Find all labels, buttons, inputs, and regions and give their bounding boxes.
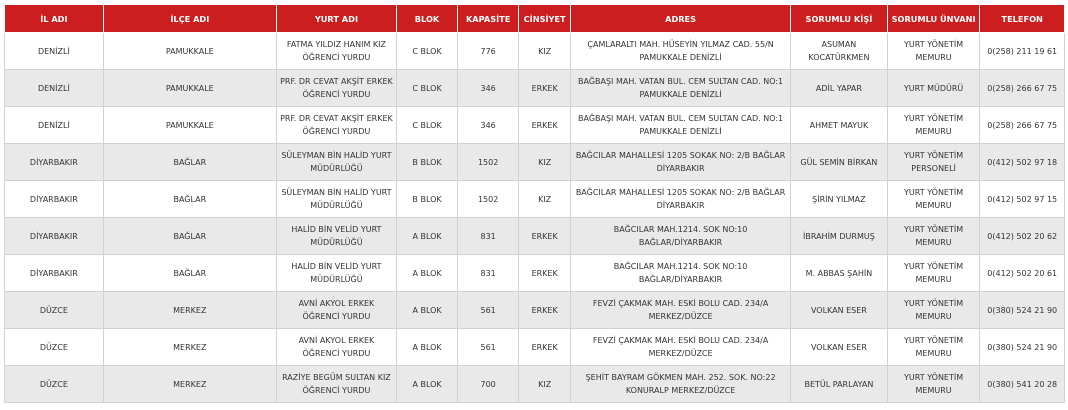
column-header-sorumlu-kisi: SORUMLU KİŞİ	[791, 5, 888, 33]
cell-ilce-adi: MERKEZ	[103, 292, 276, 329]
cell-yurt-adi: HALİD BİN VELİD YURT MÜDÜRLÜĞÜ	[276, 218, 396, 255]
cell-sorumlu-unvani: YURT MÜDÜRÜ	[887, 70, 980, 107]
cell-sorumlu-unvani: YURT YÖNETİM MEMURU	[887, 255, 980, 292]
cell-yurt-adi: FATMA YILDIZ HANIM KIZ ÖĞRENCİ YURDU	[276, 33, 396, 70]
cell-sorumlu-unvani: YURT YÖNETİM MEMURU	[887, 292, 980, 329]
cell-telefon: 0(258) 266 67 75	[980, 107, 1065, 144]
cell-sorumlu-unvani: YURT YÖNETİM MEMURU	[887, 107, 980, 144]
cell-yurt-adi: SÜLEYMAN BİN HALİD YURT MÜDÜRLÜĞÜ	[276, 144, 396, 181]
table-row	[5, 218, 1065, 255]
cell-blok: A BLOK	[397, 255, 458, 292]
cell-cinsiyet: KIZ	[519, 33, 571, 70]
cell-ilce-adi: BAĞLAR	[103, 255, 276, 292]
cell-sorumlu-unvani: YURT YÖNETİM MEMURU	[887, 366, 980, 403]
column-header-sorumlu-unvani: SORUMLU ÜNVANI	[887, 5, 980, 33]
cell-adres: ŞEHİT BAYRAM GÖKMEN MAH. 252. SOK. NO:22 KONURALP MERKEZ/DÜZCE	[571, 366, 791, 403]
cell-cinsiyet: KIZ	[519, 144, 571, 181]
cell-ilce-adi: BAĞLAR	[103, 144, 276, 181]
cell-il-adi: DİYARBAKIR	[5, 144, 104, 181]
cell-sorumlu-kisi: AHMET MAYUK	[791, 107, 888, 144]
cell-il-adi: DENİZLİ	[5, 107, 104, 144]
cell-kapasite: 346	[458, 70, 519, 107]
column-header-kapasite: KAPASİTE	[458, 5, 519, 33]
cell-kapasite: 561	[458, 329, 519, 366]
cell-il-adi: DÜZCE	[5, 366, 104, 403]
cell-cinsiyet: ERKEK	[519, 292, 571, 329]
cell-blok: C BLOK	[397, 70, 458, 107]
cell-ilce-adi: PAMUKKALE	[103, 33, 276, 70]
cell-yurt-adi: AVNİ AKYOL ERKEK ÖĞRENCİ YURDU	[276, 329, 396, 366]
cell-il-adi: DÜZCE	[5, 292, 104, 329]
cell-sorumlu-kisi: ASUMAN KOCATÜRKMEN	[791, 33, 888, 70]
cell-cinsiyet: ERKEK	[519, 255, 571, 292]
cell-cinsiyet: KIZ	[519, 181, 571, 218]
cell-yurt-adi: RAZİYE BEGÜM SULTAN KIZ ÖĞRENCİ YURDU	[276, 366, 396, 403]
cell-kapasite: 1502	[458, 144, 519, 181]
table-row	[5, 144, 1065, 181]
cell-cinsiyet: ERKEK	[519, 218, 571, 255]
cell-blok: A BLOK	[397, 329, 458, 366]
cell-adres: BAĞBAŞI MAH. VATAN BUL. CEM SULTAN CAD. NO:1 PAMUKKALE DENİZLİ	[571, 70, 791, 107]
table-row	[5, 181, 1065, 218]
cell-sorumlu-kisi: ADİL YAPAR	[791, 70, 888, 107]
cell-ilce-adi: BAĞLAR	[103, 181, 276, 218]
cell-telefon: 0(412) 502 97 15	[980, 181, 1065, 218]
cell-sorumlu-kisi: VOLKAN ESER	[791, 329, 888, 366]
dormitory-table	[4, 4, 1065, 403]
cell-cinsiyet: ERKEK	[519, 329, 571, 366]
cell-ilce-adi: MERKEZ	[103, 329, 276, 366]
column-header-ilce-adi: İLÇE ADI	[103, 5, 276, 33]
cell-yurt-adi: HALİD BİN VELİD YURT MÜDÜRLÜĞÜ	[276, 255, 396, 292]
cell-blok: A BLOK	[397, 218, 458, 255]
cell-adres: BAĞCILAR MAHALLESİ 1205 SOKAK NO: 2/B BAĞLAR DİYARBAKIR	[571, 144, 791, 181]
cell-il-adi: DÜZCE	[5, 329, 104, 366]
cell-il-adi: DENİZLİ	[5, 70, 104, 107]
cell-blok: B BLOK	[397, 181, 458, 218]
cell-sorumlu-kisi: BETÜL PARLAYAN	[791, 366, 888, 403]
cell-adres: BAĞCILAR MAH.1214. SOK NO:10 BAĞLAR/DİYARBAKIR	[571, 218, 791, 255]
table-row	[5, 366, 1065, 403]
cell-sorumlu-kisi: ŞİRİN YILMAZ	[791, 181, 888, 218]
cell-adres: BAĞCILAR MAH.1214. SOK NO:10 BAĞLAR/DİYARBAKIR	[571, 255, 791, 292]
cell-telefon: 0(412) 502 20 61	[980, 255, 1065, 292]
cell-kapasite: 1502	[458, 181, 519, 218]
cell-il-adi: DİYARBAKIR	[5, 218, 104, 255]
cell-cinsiyet: ERKEK	[519, 107, 571, 144]
cell-sorumlu-kisi: M. ABBAS ŞAHİN	[791, 255, 888, 292]
cell-telefon: 0(412) 502 97 18	[980, 144, 1065, 181]
cell-adres: ÇAMLARALTI MAH. HÜSEYİN YILMAZ CAD. 55/N PAMUKKALE DENİZLİ	[571, 33, 791, 70]
cell-yurt-adi: SÜLEYMAN BİN HALİD YURT MÜDÜRLÜĞÜ	[276, 181, 396, 218]
table-row	[5, 70, 1065, 107]
cell-cinsiyet: ERKEK	[519, 70, 571, 107]
table-row	[5, 255, 1065, 292]
cell-sorumlu-kisi: VOLKAN ESER	[791, 292, 888, 329]
cell-ilce-adi: MERKEZ	[103, 366, 276, 403]
cell-telefon: 0(380) 541 20 28	[980, 366, 1065, 403]
cell-il-adi: DİYARBAKIR	[5, 181, 104, 218]
cell-kapasite: 561	[458, 292, 519, 329]
cell-kapasite: 776	[458, 33, 519, 70]
table-row	[5, 329, 1065, 366]
cell-sorumlu-kisi: İBRAHİM DURMUŞ	[791, 218, 888, 255]
cell-sorumlu-unvani: YURT YÖNETİM MEMURU	[887, 329, 980, 366]
cell-telefon: 0(258) 266 67 75	[980, 70, 1065, 107]
cell-sorumlu-unvani: YURT YÖNETİM MEMURU	[887, 181, 980, 218]
cell-yurt-adi: PRF. DR CEVAT AKŞİT ERKEK ÖĞRENCİ YURDU	[276, 107, 396, 144]
table-row	[5, 292, 1065, 329]
cell-kapasite: 831	[458, 255, 519, 292]
column-header-blok: BLOK	[397, 5, 458, 33]
table-row	[5, 107, 1065, 144]
cell-cinsiyet: KIZ	[519, 366, 571, 403]
cell-sorumlu-unvani: YURT YÖNETİM MEMURU	[887, 218, 980, 255]
cell-il-adi: DİYARBAKIR	[5, 255, 104, 292]
cell-blok: A BLOK	[397, 366, 458, 403]
table-row	[5, 33, 1065, 70]
cell-il-adi: DENİZLİ	[5, 33, 104, 70]
cell-kapasite: 700	[458, 366, 519, 403]
cell-telefon: 0(380) 524 21 90	[980, 329, 1065, 366]
cell-yurt-adi: PRF. DR CEVAT AKŞİT ERKEK ÖĞRENCİ YURDU	[276, 70, 396, 107]
cell-ilce-adi: PAMUKKALE	[103, 107, 276, 144]
cell-blok: B BLOK	[397, 144, 458, 181]
cell-adres: BAĞCILAR MAHALLESİ 1205 SOKAK NO: 2/B BAĞLAR DİYARBAKIR	[571, 181, 791, 218]
cell-blok: A BLOK	[397, 292, 458, 329]
cell-adres: FEVZİ ÇAKMAK MAH. ESKİ BOLU CAD. 234/A MERKEZ/DÜZCE	[571, 292, 791, 329]
cell-kapasite: 831	[458, 218, 519, 255]
cell-telefon: 0(380) 524 21 90	[980, 292, 1065, 329]
header-row	[5, 5, 1065, 33]
cell-adres: BAĞBAŞI MAH. VATAN BUL. CEM SULTAN CAD. NO:1 PAMUKKALE DENİZLİ	[571, 107, 791, 144]
cell-sorumlu-unvani: YURT YÖNETİM PERSONELİ	[887, 144, 980, 181]
cell-yurt-adi: AVNİ AKYOL ERKEK ÖĞRENCİ YURDU	[276, 292, 396, 329]
cell-sorumlu-kisi: GÜL SEMİN BİRKAN	[791, 144, 888, 181]
cell-adres: FEVZİ ÇAKMAK MAH. ESKİ BOLU CAD. 234/A MERKEZ/DÜZCE	[571, 329, 791, 366]
cell-telefon: 0(412) 502 20 62	[980, 218, 1065, 255]
cell-blok: C BLOK	[397, 33, 458, 70]
column-header-yurt-adi: YURT ADI	[276, 5, 396, 33]
cell-telefon: 0(258) 211 19 61	[980, 33, 1065, 70]
column-header-adres: ADRES	[571, 5, 791, 33]
cell-blok: C BLOK	[397, 107, 458, 144]
column-header-telefon: TELEFON	[980, 5, 1065, 33]
column-header-il-adi: İL ADI	[5, 5, 104, 33]
cell-ilce-adi: BAĞLAR	[103, 218, 276, 255]
cell-kapasite: 346	[458, 107, 519, 144]
cell-ilce-adi: PAMUKKALE	[103, 70, 276, 107]
column-header-cinsiyet: CİNSİYET	[519, 5, 571, 33]
cell-sorumlu-unvani: YURT YÖNETİM MEMURU	[887, 33, 980, 70]
